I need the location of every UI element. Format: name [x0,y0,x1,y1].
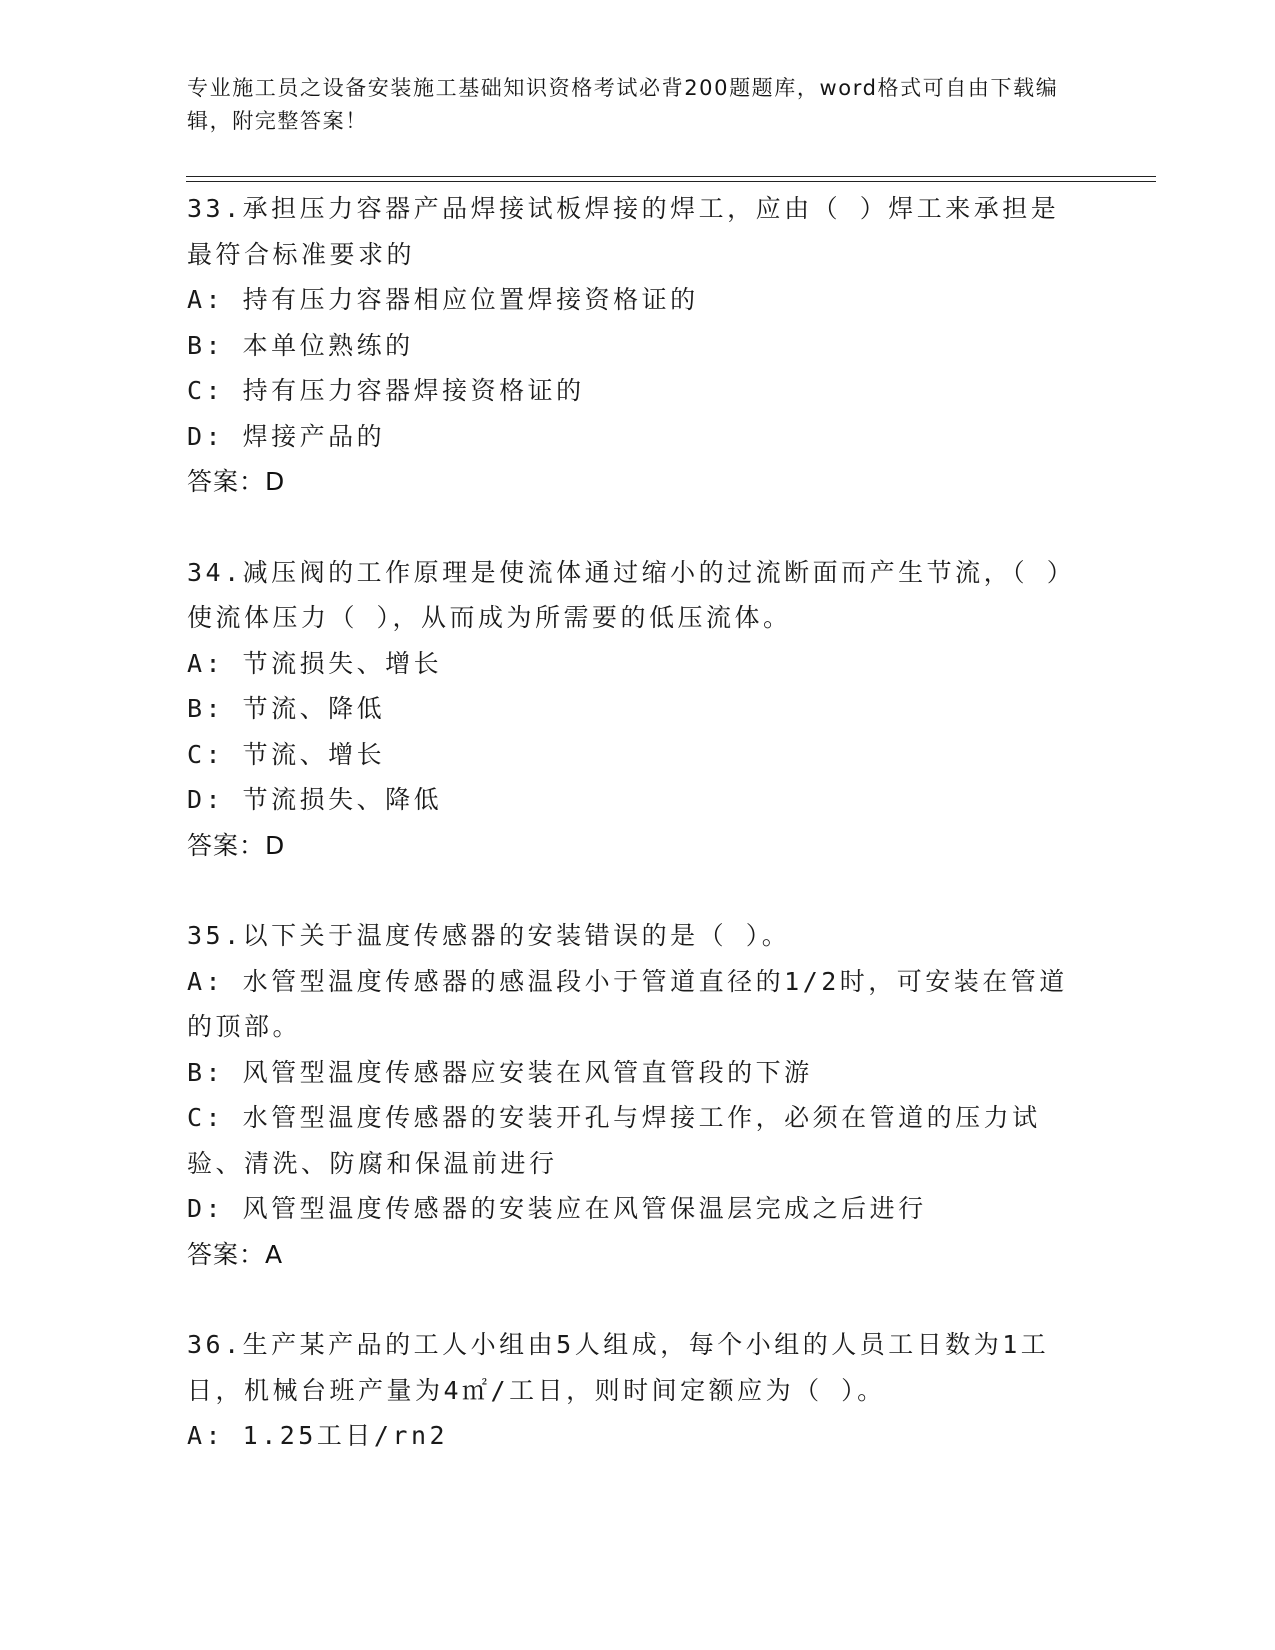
option-a: A: 水管型温度传感器的感温段小于管道直径的1/2时，可安装在管道的顶部。 [187,966,1068,1041]
option-b: B: 本单位熟练的 [187,330,414,360]
document-header [187,72,1087,138]
header-divider-top [186,176,1156,177]
answer-line: 答案：A [187,1239,284,1269]
question-list [187,186,1087,1504]
option-c: C: 水管型温度传感器的安装开孔与焊接工作，必须在管道的压力试验、清洗、防腐和保温前进行 [187,1103,1041,1178]
question-stem: 36.生产某产品的工人小组由5人组成，每个小组的人员工日数为1工日，机械台班产量为4㎡/工日，则时间定额应为（ ）。 [187,1330,1050,1405]
question-stem: 35.以下关于温度传感器的安装错误的是（ ）。 [187,921,791,950]
option-a: A: 1.25工日/rn2 [187,1421,449,1450]
question-33 [187,186,1087,505]
option-c: C: 持有压力容器焊接资格证的 [187,376,585,405]
option-a: A: 持有压力容器相应位置焊接资格证的 [187,285,699,314]
option-d: D: 风管型温度传感器的安装应在风管保温层完成之后进行 [187,1194,927,1223]
option-c: C: 节流、增长 [187,739,386,769]
option-a: A: 节流损失、增长 [187,648,443,678]
option-b: B: 风管型温度传感器应安装在风管直管段的下游 [187,1057,813,1087]
question-36 [187,1322,1087,1459]
option-b: B: 节流、降低 [187,694,386,723]
answer-line: 答案：D [187,467,286,496]
option-d: D: 节流损失、降低 [187,785,443,814]
question-stem: 34.减压阀的工作原理是使流体通过缩小的过流断面而产生节流，（ ）使流体压力（ ），从而成为所需要的低压流体。 [187,557,1076,632]
answer-line: 答案：D [187,830,286,860]
header-text: 专业施工员之设备安装施工基础知识资格考试必背200题题库，word格式可自由下载编辑，附完整答案！ [187,76,1059,133]
question-34 [187,550,1087,869]
option-d: D: 焊接产品的 [187,421,386,451]
question-35 [187,913,1087,1277]
header-divider-bottom [186,181,1156,182]
question-stem: 33.承担压力容器产品焊接试板焊接的焊工，应由（ ）焊工来承担是最符合标准要求的 [187,194,1060,269]
